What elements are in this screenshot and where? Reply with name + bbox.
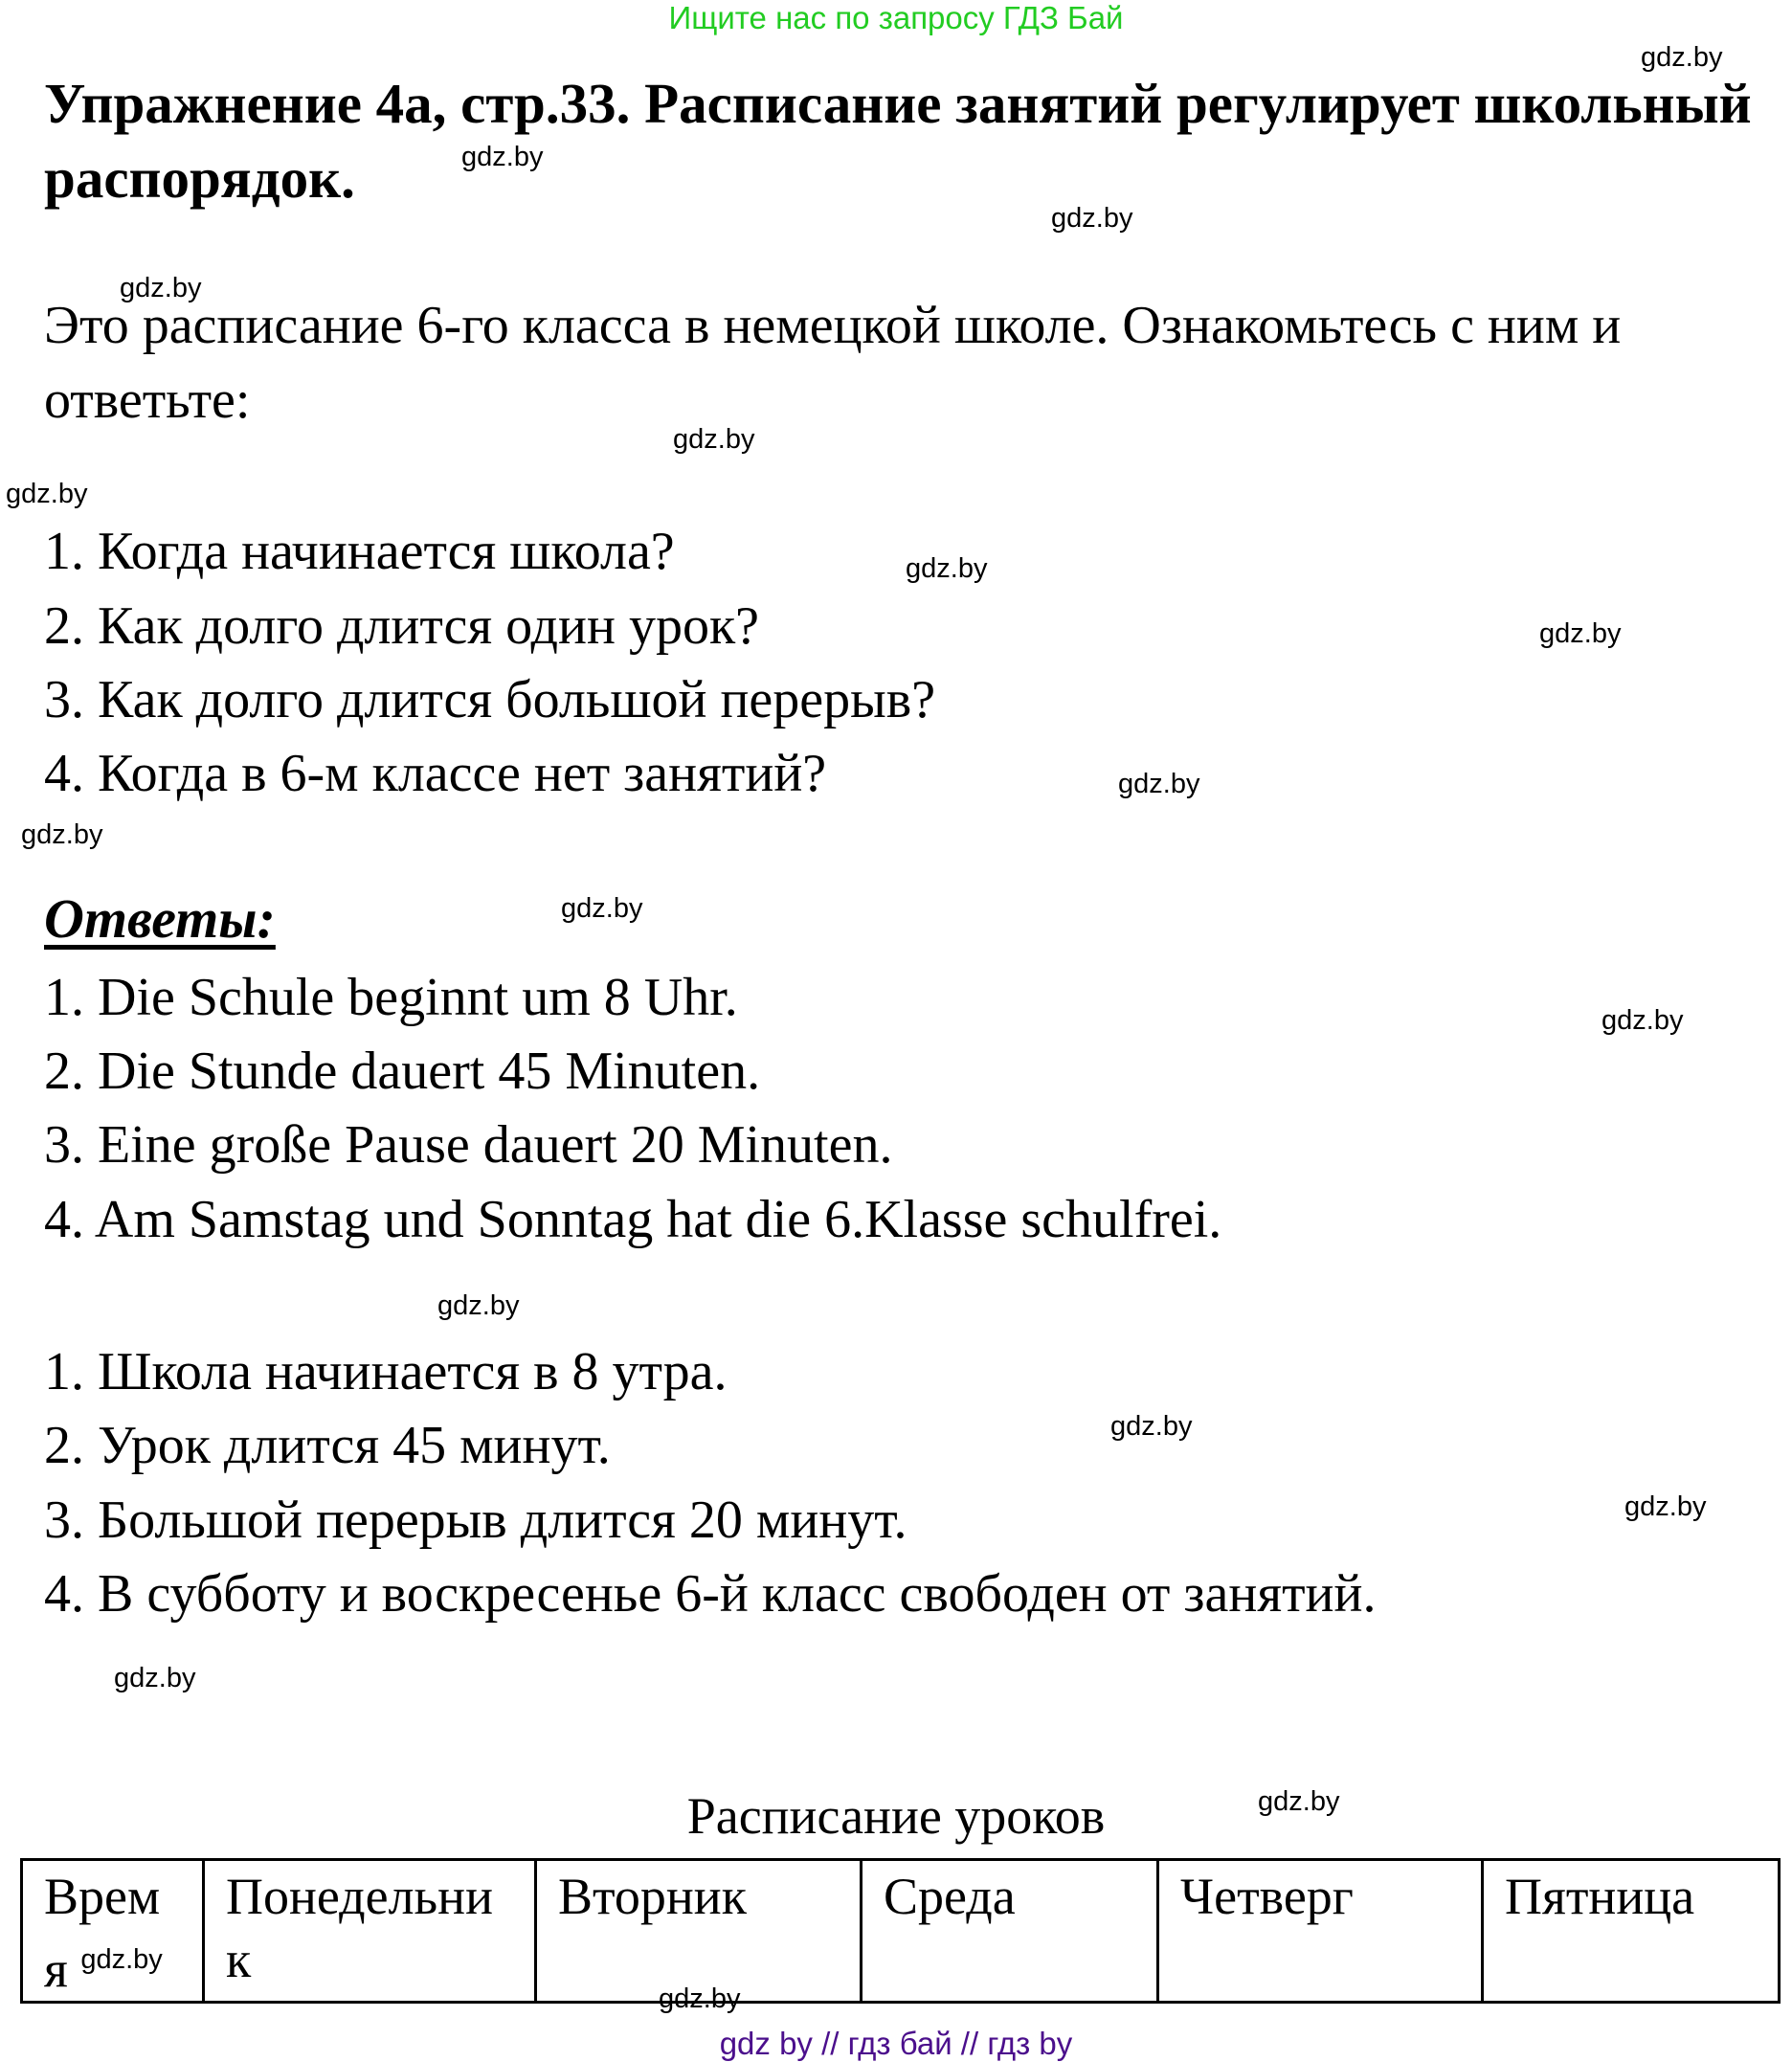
schedule-header-row (22, 1860, 1780, 2003)
intro-line2: ответьте: (44, 370, 251, 430)
header-wednesday: Среда (862, 1860, 1158, 2003)
watermark: gdz.by (437, 1290, 520, 1321)
watermark: gdz.by (6, 479, 88, 509)
footer-links[interactable]: gdz by // гдз бай // гдз by (719, 2026, 1073, 2061)
answer-de-4: 4. Am Samstag und Sonntag hat die 6.Klasse schulfrei. (44, 1190, 1222, 1249)
question-3: 3. Как долго длится большой перерыв? (44, 670, 936, 729)
answer-de-3: 3. Eine große Pause dauert 20 Minuten. (44, 1115, 893, 1175)
exercise-heading-line2: распорядок. (44, 146, 355, 210)
watermark: gdz.by (906, 553, 988, 584)
watermark: gdz.by (461, 142, 544, 172)
schedule-table (20, 1858, 1781, 2004)
answer-ru-2: 2. Урок длится 45 минут. (44, 1416, 611, 1475)
answer-ru-4: 4. В субботу и воскресенье 6-й класс свободен от занятий. (44, 1564, 1377, 1624)
header-monday: Понедельник (204, 1860, 536, 2003)
question-2: 2. Как долго длится один урок? (44, 596, 760, 656)
header-thursday: Четверг (1158, 1860, 1483, 2003)
watermark: gdz.by (1641, 42, 1723, 73)
watermark: gdz.by (80, 1944, 163, 1975)
watermark: gdz.by (659, 1984, 741, 2014)
answer-ru-1: 1. Школа начинается в 8 утра. (44, 1342, 728, 1401)
header-friday: Пятница (1483, 1860, 1780, 2003)
watermark: gdz.by (1602, 1005, 1684, 1036)
answers-title: Ответы: (44, 887, 276, 950)
question-1: 1. Когда начинается школа? (44, 522, 675, 581)
watermark: gdz.by (120, 273, 202, 303)
exercise-heading-line1: Упражнение 4а, стр.33. Расписание занятий регулирует школьный (44, 72, 1752, 135)
header-time: Время $^{gdz.by}$ (22, 1860, 204, 2003)
watermark: gdz.by (561, 893, 643, 924)
schedule-title: Расписание уроков (686, 1787, 1106, 1845)
answer-ru-3: 3. Большой перерыв длится 20 минут. (44, 1490, 907, 1550)
watermark: gdz.by (1118, 769, 1200, 799)
answer-de-1: 1. Die Schule beginnt um 8 Uhr. (44, 968, 738, 1027)
watermark: gdz.by (21, 819, 103, 850)
watermark: gdz.by (673, 424, 755, 455)
watermark: gdz.by (1539, 618, 1622, 649)
answer-de-2: 2. Die Stunde dauert 45 Minuten. (44, 1042, 761, 1101)
search-banner[interactable]: Ищите нас по запросу ГДЗ Бай (668, 0, 1124, 35)
watermark: gdz.by (114, 1663, 196, 1693)
header-tuesday: Вторник (536, 1860, 862, 2003)
watermark: gdz.by (1624, 1491, 1707, 1522)
intro-line1: Это расписание 6-го класса в немецкой школе. Ознакомьтесь с ним и (44, 296, 1622, 355)
watermark: gdz.by (1051, 203, 1133, 234)
watermark: gdz.by (1110, 1411, 1193, 1442)
question-4: 4. Когда в 6-м классе нет занятий? (44, 744, 827, 803)
watermark: gdz.by (1258, 1786, 1340, 1817)
